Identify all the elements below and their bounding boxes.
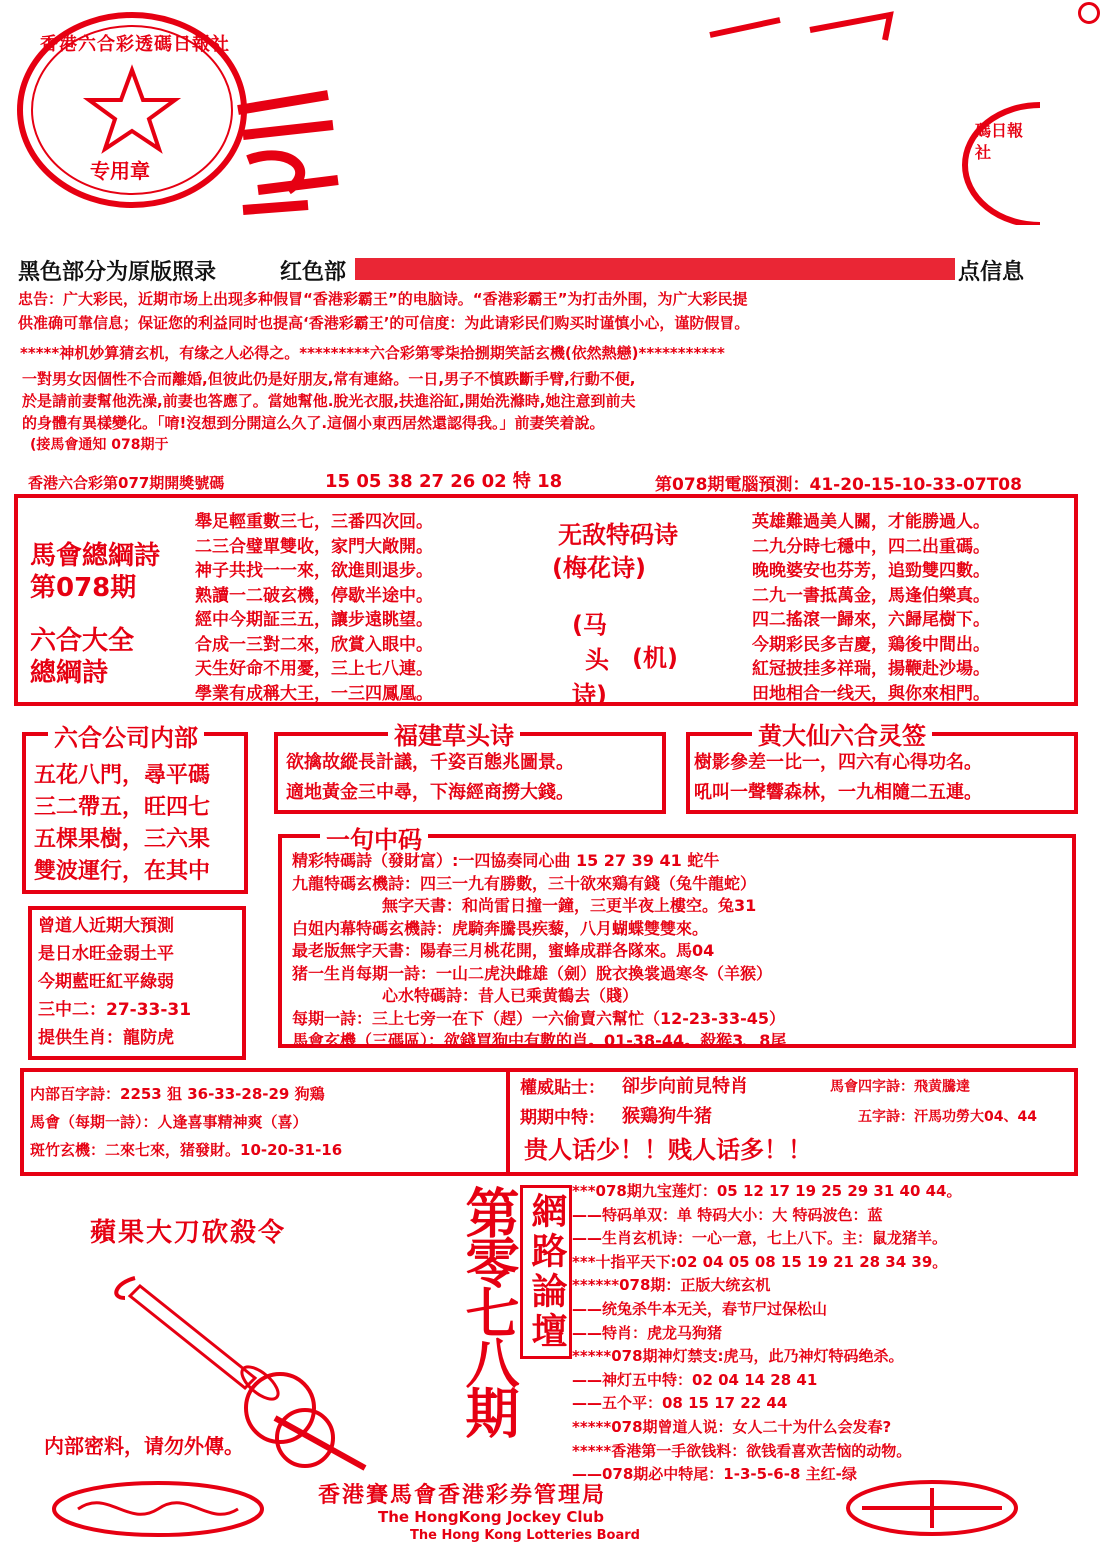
forecast-line: ——特肖：虎龙马狗猪 bbox=[572, 1323, 723, 1342]
lower-divider bbox=[506, 1068, 510, 1176]
four-char-poem: 馬會四字詩：飛黄騰達 bbox=[830, 1079, 970, 1095]
slogan: 贵人话少！！贱人话多！！ bbox=[524, 1136, 812, 1164]
notice-black: 黑色部分为原版照录 bbox=[18, 260, 217, 285]
joke-line-2: 於是請前妻幫他洗澡,前妻也答應了。當她幫他.脫光衣服,扶進浴缸,開始洗滌時,她注意到前夫 bbox=[22, 392, 636, 410]
poem-mid-b: 头 bbox=[585, 646, 609, 674]
daoren-title: 曾道人近期大預測 bbox=[38, 916, 174, 936]
fujian-box-lines bbox=[286, 748, 574, 808]
company-line: 五棵果樹，三六果 bbox=[34, 827, 211, 852]
one-line-item: 馬會玄機（三碼區）：欲錢買狗中有數的肖。01-38-44。殺猴3、8尾 bbox=[292, 1031, 787, 1050]
forecast-list bbox=[572, 1180, 962, 1487]
poem-line: 四二搖滾一歸來，六歸尾樹下。 bbox=[752, 610, 990, 630]
fujian-line: 欲擒故縱長計議，千姿百態兆圖景。 bbox=[286, 752, 574, 773]
poem-left-label-3: 六合大全 bbox=[30, 626, 135, 656]
forecast-line: *****078期神灯禁支:虎马，此乃神灯特码绝杀。 bbox=[572, 1347, 904, 1366]
company-line: 三二帶五，旺四七 bbox=[34, 795, 211, 820]
poem-line: 學業有成稱大王，一三四鳳凰。 bbox=[195, 683, 433, 704]
forecast-line: ——统兔杀牛本无关，春节尸过保松山 bbox=[572, 1299, 828, 1318]
poem-column-1 bbox=[195, 510, 433, 706]
poem-line: 熟讀一二破玄機，停歇半途中。 bbox=[195, 585, 433, 606]
poem-mid-d: (机) bbox=[632, 644, 678, 672]
poem-line: 神子共找一一來，欲進則退步。 bbox=[195, 561, 433, 581]
forecast-line: ——五个平：08 15 17 22 44 bbox=[572, 1394, 788, 1413]
forecast-line: *****香港第一手欲钱料：欲钱看喜欢苦恼的动物。 bbox=[572, 1441, 912, 1460]
draw-label: 香港六合彩第077期開獎號碼 bbox=[28, 474, 225, 492]
poem-mid-subtitle: (梅花诗) bbox=[552, 554, 646, 582]
lower-left-line: 内部百字詩：2253 狙 36-33-28-29 狗鶏 bbox=[30, 1085, 325, 1103]
poem-line: 英雄難過美人關，才能勝過人。 bbox=[752, 512, 990, 532]
poem-line: 舉足輕重數三七，三番四次回。 bbox=[195, 512, 433, 532]
poem-mid-c: 诗) bbox=[572, 681, 607, 709]
fujian-box-title: 福建草头诗 bbox=[388, 716, 520, 751]
one-line-item: 九龍特碼玄機詩：四三一九有勝數，三十欲來鶏有錢（兔牛龍蛇） bbox=[292, 873, 757, 893]
one-line-item: 每期一詩：三上七旁一在下（趕）一六偷賣六幫忙（12-23-33-45） bbox=[292, 1008, 785, 1028]
wong-tai-sin-lines bbox=[694, 748, 982, 808]
footer-chinese: 香港賽馬會香港彩券管理局 bbox=[318, 1483, 607, 1508]
footer-english-2: The Hong Kong Lotteries Board bbox=[410, 1528, 640, 1543]
poem-column-2 bbox=[752, 510, 990, 706]
daoren-line: 三中二：27-33-31 bbox=[38, 1000, 192, 1020]
joke-heading: *****神机妙算猜玄机，有缘之人必得之。*********六合彩第零柒拾捌期笑話玄機(依然熱戀)*********** bbox=[20, 344, 725, 362]
red-stroke-decoration bbox=[700, 5, 900, 55]
computer-forecast: 第078期電腦預測：41-20-15-10-33-07T08 bbox=[655, 475, 1022, 495]
poem-line: 紅冠披挂多祥瑞，揚鞭赴沙場。 bbox=[752, 659, 990, 679]
wong-line: 吼叫一聲響森林，一九相隨二五連。 bbox=[694, 782, 982, 803]
tips-value: 卻步向前見特肖 bbox=[622, 1076, 748, 1097]
forecast-line: ——神灯五中特：02 04 14 28 41 bbox=[572, 1370, 818, 1389]
draw-numbers: 15 05 38 27 26 02 特 18 bbox=[325, 471, 563, 492]
one-line-item: 心水特碼詩：昔人已乘黄鶴去（賤） bbox=[382, 986, 639, 1005]
joke-line-1: 一對男女因個性不合而離婚,但彼此仍是好朋友,常有連絡。一日,男子不慎跌斷手臂,行動不便, bbox=[22, 370, 636, 388]
one-line-lines bbox=[292, 850, 786, 1053]
fujian-line: 適地黃金三中尋，下海經商撈大錢。 bbox=[286, 782, 574, 803]
daoren-lines bbox=[38, 912, 191, 1052]
lower-left-line: 馬會（每期一詩）：人逢喜事精神爽（喜） bbox=[30, 1113, 308, 1131]
forecast-line: ***十指平天下:02 04 05 08 15 19 21 28 34 39。 bbox=[572, 1252, 948, 1271]
notice-line-2: 忠告：广大彩民，近期市场上出现多种假冒“香港彩霸王”的电脑诗。“香港彩霸王”为打击外围，为广大彩民提 bbox=[18, 290, 748, 308]
poem-left-label-1: 馬會總綱詩 bbox=[30, 541, 161, 571]
corner-ring bbox=[1078, 2, 1100, 24]
forecast-line: ******078期：正版大统玄机 bbox=[572, 1276, 771, 1295]
red-swirl-decoration bbox=[228, 90, 348, 220]
one-line-item: 白姐内幕特碼玄機詩：虎騎奔騰畏疾藜，八月蝴蝶雙雙來。 bbox=[292, 918, 709, 938]
notice-line-3: 供准确可靠信息；保证您的利益同时也提高‘香港彩霸王’的可信度：为此请彩民们购买时谨慎小心，谨防假冒。 bbox=[18, 314, 750, 332]
wong-line: 樹影參差一比一，四六有心得功名。 bbox=[694, 752, 982, 773]
poem-line: 天生好命不用憂，三上七八連。 bbox=[195, 659, 433, 679]
vertical-forum-title: 網路論壇 bbox=[520, 1185, 572, 1359]
wong-tai-sin-title: 黄大仙六合灵签 bbox=[752, 716, 932, 751]
right-scroll-ornament bbox=[842, 1476, 1022, 1540]
company-box-title: 六合公司内部 bbox=[48, 718, 204, 753]
company-line: 雙波運行，在其中 bbox=[34, 859, 211, 884]
forecast-line: ***078期九宝莲灯：05 12 17 19 25 29 31 40 44。 bbox=[572, 1182, 962, 1200]
poem-line: 經中今期証三五，讓步遠眺望。 bbox=[195, 610, 433, 630]
daoren-line: 提供生肖：龍防虎 bbox=[38, 1028, 174, 1048]
one-line-title: 一句中码 bbox=[320, 820, 428, 855]
sword-title: 蘋果大刀砍殺令 bbox=[90, 1218, 287, 1248]
daoren-line: 是日水旺金弱土平 bbox=[38, 944, 174, 964]
lower-left-lines bbox=[30, 1080, 342, 1164]
company-box-lines bbox=[34, 760, 210, 888]
company-line: 五花八門，尋平碼 bbox=[34, 763, 211, 788]
one-line-item: 無字天書：和尚雷日撞一鐘，三更半夜上樓空。兔31 bbox=[382, 896, 757, 915]
poem-mid-title: 无敌特码诗 bbox=[558, 521, 678, 549]
joke-line-3: 的身體有異樣變化。「唷!沒想到分開這么久了.這個小東西居然還認得我。」前妻笑着說。 bbox=[22, 414, 605, 432]
forecast-line: *****078期曾道人说：女人二十为什么会发春? bbox=[572, 1417, 892, 1436]
tips-label: 權威貼士： bbox=[520, 1078, 605, 1098]
one-line-item: 最老版無字天書：陽春三月桃花開，蜜蜂成群各隊來。馬04 bbox=[292, 941, 715, 960]
notice-tail: 点信息 bbox=[958, 260, 1025, 285]
poem-line: 今期彩民多吉慶，鶏後中間出。 bbox=[752, 634, 990, 655]
poem-line: 合成一三對二來，欣賞入眼中。 bbox=[195, 634, 433, 655]
redacted-bar bbox=[355, 258, 955, 280]
notice-red: 红色部 bbox=[280, 260, 347, 285]
five-char-poem: 五字詩：汗馬功勞大04、44 bbox=[858, 1109, 1037, 1125]
secret-notice: 内部密料，请勿外傳。 bbox=[44, 1434, 244, 1458]
poem-line: 二九一書抵萬金，馬逢伯樂真。 bbox=[752, 585, 990, 606]
seal-right-text: 碼日報社 bbox=[975, 121, 1024, 162]
poem-left-label-2: 第078期 bbox=[30, 573, 137, 603]
every-period-label: 期期中特： bbox=[520, 1108, 605, 1128]
seal-ring-text: 香港六合彩透碼日報社 bbox=[40, 34, 230, 55]
poem-line: 田地相合一线天，與你來相門。 bbox=[752, 683, 990, 704]
footer-english-1: The HongKong Jockey Club bbox=[378, 1508, 604, 1526]
forecast-line: ——特码单双：单 特码大小：大 特码波色：蓝 bbox=[572, 1205, 883, 1224]
forecast-line: ——078期必中特尾：1-3-5-6-8 主红-绿 bbox=[572, 1465, 857, 1484]
forecast-line: ——生肖玄机诗：一心一意，七上八下。主：鼠龙猪羊。 bbox=[572, 1229, 948, 1248]
poem-line: 晚晚婆安也芬芳，追勁雙四數。 bbox=[752, 561, 990, 581]
one-line-item: 精彩特碼詩（發財富）:一四協奏同心曲 15 27 39 41 蛇牛 bbox=[292, 851, 720, 870]
poem-left-label-4: 總綱詩 bbox=[30, 658, 109, 688]
daoren-line: 今期藍旺紅平綠弱 bbox=[38, 972, 174, 992]
left-scroll-ornament bbox=[48, 1478, 268, 1540]
seal-center-text: 专用章 bbox=[90, 159, 150, 183]
poem-line: 二九分時七穩中，四二出重碼。 bbox=[752, 536, 990, 557]
poem-line: 二三合璧單雙收，家門大敞開。 bbox=[195, 536, 433, 557]
one-line-item: 猪一生肖每期一詩：一山二虎決雌雄（劍）脫衣換裳過寒冬（羊猴） bbox=[292, 963, 773, 983]
every-period-value: 猴鶏狗牛猪 bbox=[622, 1106, 712, 1127]
vertical-period-title: 第零七八期 bbox=[457, 1185, 520, 1435]
joke-line-4: (接馬會通知 078期于 bbox=[30, 437, 169, 453]
lower-left-line: 斑竹玄機：二來七來，猪發財。10-20-31-16 bbox=[30, 1141, 343, 1159]
poem-mid-a: (马 bbox=[572, 611, 607, 639]
